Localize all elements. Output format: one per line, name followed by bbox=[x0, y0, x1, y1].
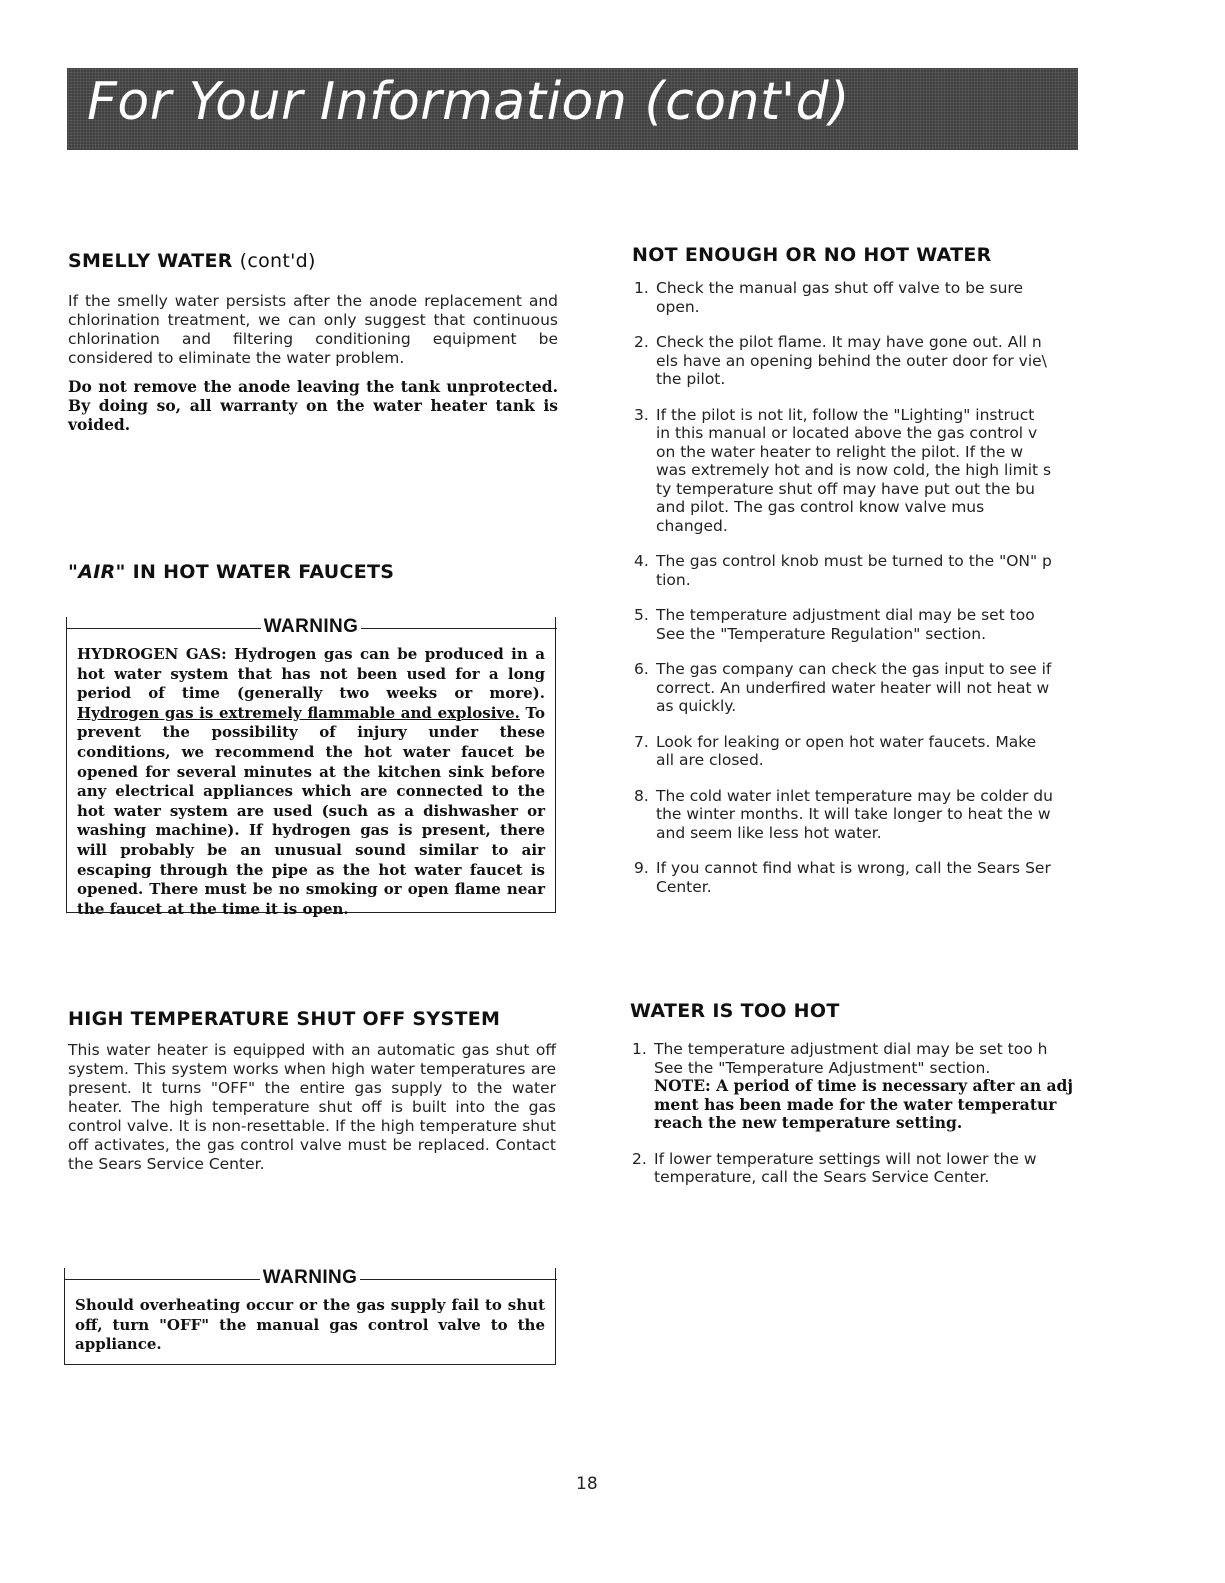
smelly-water-section bbox=[68, 250, 558, 434]
troubleshoot-item-line: The cold water inlet temperature may be colder du bbox=[656, 786, 1053, 805]
too-hot-item-1-line-2: See the "Temperature Adjustment" section. bbox=[654, 1058, 991, 1077]
troubleshoot-item-line: ty temperature shut off may have put out the bu bbox=[656, 479, 1036, 498]
hydrogen-warning-part-a: HYDROGEN GAS: Hydrogen gas can be produced in a hot water system that has not been used for a long period of time (generally two weeks or more). bbox=[77, 645, 545, 703]
troubleshoot-item-line: on the water heater to relight the pilot. If the w bbox=[656, 442, 1024, 461]
too-hot-note-line-1: NOTE: A period of time is necessary after an adj bbox=[654, 1076, 1073, 1095]
high-temp-paragraph: This water heater is equipped with an automatic gas shut off system. This system works when high water temperatures are present. It turns "OFF" the entire gas supply to the water heater. The high temperature shut off is built into the gas control valve. It is non-resettable. If the high temperature shut off activates, the gas control valve must be replaced. Contact the Sears Service Center. bbox=[68, 1041, 556, 1173]
too-hot-list bbox=[632, 1040, 1073, 1187]
troubleshoot-item-line: The gas company can check the gas input to see if bbox=[656, 660, 1052, 678]
troubleshoot-item-line: If the pilot is not lit, follow the "Lighting" instruct bbox=[656, 405, 1035, 424]
smelly-water-bold-paragraph: Do not remove the anode leaving the tank unprotected. By doing so, all warranty on the water heater tank is voided. bbox=[68, 377, 558, 434]
troubleshoot-item bbox=[634, 606, 1053, 643]
warning-header-2 bbox=[64, 1268, 557, 1288]
troubleshoot-item bbox=[634, 552, 1053, 589]
not-enough-title: NOT ENOUGH OR NO HOT WATER bbox=[632, 244, 992, 266]
page-number: 18 bbox=[576, 1474, 598, 1494]
hydrogen-warning-text bbox=[77, 645, 545, 919]
too-hot-item-2-num: 2. bbox=[632, 1149, 647, 1168]
troubleshoot-item-line: els have an opening behind the outer door for vie\ bbox=[656, 351, 1047, 370]
troubleshoot-item-line: tion. bbox=[656, 570, 691, 589]
warning-header bbox=[66, 617, 557, 637]
warning-rule-right-2 bbox=[360, 1279, 556, 1280]
troubleshoot-item-line: The gas control knob must be turned to the "ON" p bbox=[656, 552, 1052, 570]
troubleshoot-item-line: open. bbox=[656, 297, 700, 316]
troubleshoot-item-line: was extremely hot and is now cold, the high limit s bbox=[656, 461, 1052, 479]
warning-rule-left bbox=[66, 628, 261, 629]
air-faucets-section bbox=[68, 561, 558, 583]
troubleshoot-item-line: Check the manual gas shut off valve to be sure bbox=[656, 279, 1023, 297]
too-hot-title: WATER IS TOO HOT bbox=[630, 1000, 840, 1022]
warning-rule-left-2 bbox=[64, 1279, 260, 1280]
smelly-water-paragraph: If the smelly water persists after the anode replacement and chlorination treatment, we can only suggest that continuous chlorination and filtering conditioning equipment be considered to eliminate the water problem. bbox=[68, 292, 558, 367]
troubleshoot-item-line: correct. An underfired water heater will not heat w bbox=[656, 678, 1050, 697]
troubleshoot-item-number: 3. bbox=[634, 405, 649, 424]
hydrogen-warning-part-b: Hydrogen gas is extremely flammable and explosive. bbox=[77, 703, 520, 722]
troubleshoot-item-line: See the "Temperature Regulation" section. bbox=[656, 624, 987, 643]
troubleshoot-item-line: Check the pilot flame. It may have gone out. All n bbox=[656, 333, 1042, 351]
troubleshoot-item bbox=[634, 406, 1053, 536]
troubleshoot-item-number: 2. bbox=[634, 333, 649, 351]
too-hot-item-1 bbox=[632, 1040, 1073, 1133]
too-hot-note-line-3: reach the new temperature setting. bbox=[654, 1113, 963, 1132]
overheating-warning-box bbox=[64, 1268, 556, 1365]
troubleshoot-item-number: 7. bbox=[634, 732, 649, 751]
warning-rule-right bbox=[361, 628, 556, 629]
troubleshoot-item-number: 8. bbox=[634, 786, 649, 805]
troubleshoot-item-line: as quickly. bbox=[656, 697, 737, 715]
troubleshoot-item bbox=[634, 787, 1053, 843]
troubleshoot-item-line: the winter months. It will take longer to heat the w bbox=[656, 805, 1051, 823]
air-faucets-title bbox=[68, 561, 558, 583]
troubleshoot-item bbox=[634, 279, 1053, 316]
troubleshoot-item bbox=[634, 660, 1053, 716]
troubleshoot-item bbox=[634, 733, 1053, 770]
too-hot-item-1-line-1: The temperature adjustment dial may be set too h bbox=[654, 1040, 1048, 1058]
troubleshoot-item-line: Look for leaking or open hot water faucets. Make bbox=[656, 732, 1037, 751]
high-temp-title: HIGH TEMPERATURE SHUT OFF SYSTEM bbox=[68, 1008, 501, 1030]
not-enough-hot-water-section bbox=[632, 244, 1080, 964]
too-hot-item-1-num: 1. bbox=[632, 1040, 647, 1058]
air-title-rest: IN HOT WATER FAUCETS bbox=[132, 561, 395, 583]
smelly-title-suffix: (cont'd) bbox=[239, 250, 316, 272]
high-temp-section bbox=[68, 1008, 556, 1174]
not-enough-list bbox=[634, 279, 1053, 896]
warning-label: WARNING bbox=[263, 616, 359, 637]
page-banner bbox=[67, 68, 1078, 150]
smelly-water-title bbox=[68, 250, 558, 272]
too-hot-item-2 bbox=[632, 1150, 1073, 1187]
banner-title: For Your Information (cont'd) bbox=[87, 72, 850, 132]
troubleshoot-item-line: and pilot. The gas control know valve mus bbox=[656, 498, 985, 516]
troubleshoot-item-line: changed. bbox=[656, 516, 728, 535]
hydrogen-warning-part-c: To prevent the possibility of injury under these conditions, we recommend the hot water faucet be opened for several minutes at the kitchen sink before any electrical appliances which are connected to the hot water system are used (such as a dishwasher or washing machine). If hydrogen gas is present, there will probably be an unusual sound similar to air escaping through the pipe as the hot water faucet is opened. There must be no smoking or open flame near the faucet at the time it is open. bbox=[77, 703, 545, 918]
troubleshoot-item-line: and seem like less hot water. bbox=[656, 823, 882, 842]
troubleshoot-item bbox=[634, 859, 1053, 896]
too-hot-note-line-2: ment has been made for the water temperatur bbox=[654, 1094, 1057, 1114]
troubleshoot-item-number: 9. bbox=[634, 859, 649, 877]
troubleshoot-item-number: 6. bbox=[634, 660, 649, 678]
troubleshoot-item-line: all are closed. bbox=[656, 751, 764, 769]
troubleshoot-item-line: the pilot. bbox=[656, 370, 726, 388]
smelly-title-main: SMELLY WATER bbox=[68, 250, 233, 272]
warning-label-2: WARNING bbox=[262, 1267, 358, 1288]
troubleshoot-item-line: in this manual or located above the gas control v bbox=[656, 424, 1038, 442]
troubleshoot-item-line: Center. bbox=[656, 877, 712, 896]
troubleshoot-item bbox=[634, 333, 1053, 389]
too-hot-item-2-line-2: temperature, call the Sears Service Center. bbox=[654, 1168, 990, 1186]
water-too-hot-section bbox=[630, 1000, 1080, 1210]
air-title-em: "AIR" bbox=[68, 561, 126, 583]
troubleshoot-item-number: 4. bbox=[634, 552, 649, 570]
overheating-warning-text: Should overheating occur or the gas supply fail to shut off, turn "OFF" the manual gas control valve to the appliance. bbox=[75, 1296, 545, 1354]
troubleshoot-item-number: 5. bbox=[634, 606, 649, 624]
troubleshoot-item-line: If you cannot find what is wrong, call the Sears Ser bbox=[656, 859, 1051, 877]
hydrogen-warning-box bbox=[66, 616, 556, 918]
troubleshoot-item-number: 1. bbox=[634, 279, 649, 297]
troubleshoot-item-line: The temperature adjustment dial may be set too bbox=[656, 606, 1035, 624]
too-hot-item-2-line-1: If lower temperature settings will not lower the w bbox=[654, 1149, 1037, 1168]
